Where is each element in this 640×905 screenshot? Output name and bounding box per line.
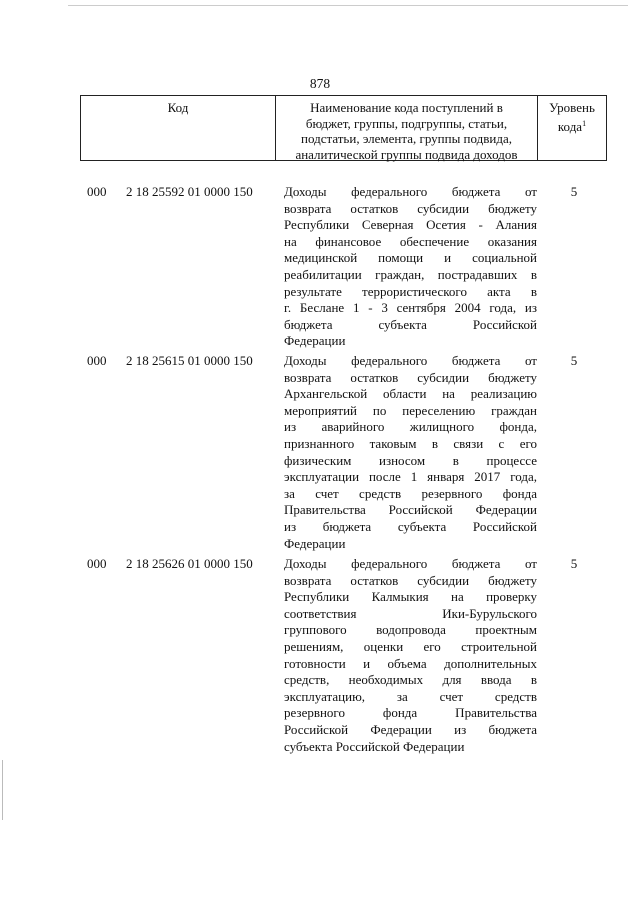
row-description-line: Российской Федерации из бюджета [284,721,537,737]
header-level-cell [538,96,606,160]
row-description-line: результате террористического акта в [284,283,537,299]
row-description [284,556,537,755]
header-code-cell [81,96,276,160]
row-admin-code: 000 [87,353,107,368]
row-description-line: Доходы федерального бюджета от [284,353,537,368]
row-admin-code: 000 [87,184,107,199]
row-level: 5 [570,556,578,571]
row-description-line: за счет средств резервного фонда [284,485,537,501]
scan-left-edge [2,760,3,820]
row-description-line: реабилитации граждан, пострадавших в [284,266,537,282]
row-description-line: средств, необходимых для ввода в [284,672,537,688]
row-description-line: медицинской помощи и социальной [284,250,537,266]
row-level: 5 [570,184,578,199]
row-description-line: соответствия Ики-Бурульского [284,605,537,621]
row-description-line: г. Беслане 1 - 3 сентября 2004 года, из [284,300,537,316]
row-description-line: Правительства Российской Федерации [284,502,537,518]
row-description-line: субъекта Российской Федерации [284,738,465,754]
row-description-line: признанного таковым в связи с его [284,435,537,451]
table-header [80,95,607,161]
row-admin-code: 000 [87,556,107,571]
header-name-line: подстатьи, элемента, группы подвида, [301,131,512,146]
header-level-line1: Уровень [549,100,595,115]
header-level-line2 [538,116,606,135]
header-name-line: бюджет, группы, подгруппы, статьи, [305,115,508,131]
row-revenue-code: 2 18 25626 01 0000 150 [126,556,253,571]
row-description-line: группового водопровода проектным [284,622,537,638]
row-description-line: на финансовое обеспечение оказания [284,233,537,249]
row-description-line: физическим износом в процессе [284,452,537,468]
header-name-cell [276,96,538,160]
row-description-line: Республики Калмыкия на проверку [284,589,537,605]
row-description-line: возврата остатков субсидии бюджету [284,369,537,385]
row-description [284,184,537,350]
row-description-line: Федерации [284,535,346,551]
row-description-line: Доходы федерального бюджета от [284,184,537,199]
row-revenue-code: 2 18 25592 01 0000 150 [126,184,253,199]
row-description-line: решениям, оценки его строительной [284,638,537,654]
row-description-line: мероприятий по переселению граждан [284,402,537,418]
scan-top-edge [68,5,628,6]
page-number: 878 [309,76,331,91]
row-description-line: Архангельской области на реализацию [284,386,537,402]
row-description-line: из бюджета субъекта Российской [284,518,537,534]
header-level-text: кода [557,119,583,134]
row-description-line: эксплуатацию, за счет средств [284,688,537,704]
row-description-line: бюджета субъекта Российской [284,316,537,332]
row-description-line: резервного фонда Правительства [284,705,537,721]
row-description-line: возврата остатков субсидии бюджету [284,572,537,588]
header-level-footnote: 1 [582,119,587,128]
row-description-line: Республики Северная Осетия - Алания [284,217,537,233]
row-description-line: возврата остатков субсидии бюджету [284,200,537,216]
header-name-line: аналитической группы подвида доходов [295,146,518,162]
row-description [284,353,537,552]
row-revenue-code: 2 18 25615 01 0000 150 [126,353,253,368]
header-name-line: Наименование кода поступлений в [310,100,503,115]
row-description-line: Федерации [284,333,346,349]
row-description-line: эксплуатации после 1 января 2017 года, [284,469,537,485]
row-level: 5 [570,353,578,368]
header-code-label: Код [167,100,189,115]
row-description-line: готовности и объема дополнительных [284,655,537,671]
row-description-line: из аварийного жилищного фонда, [284,419,537,435]
row-description-line: Доходы федерального бюджета от [284,556,537,571]
